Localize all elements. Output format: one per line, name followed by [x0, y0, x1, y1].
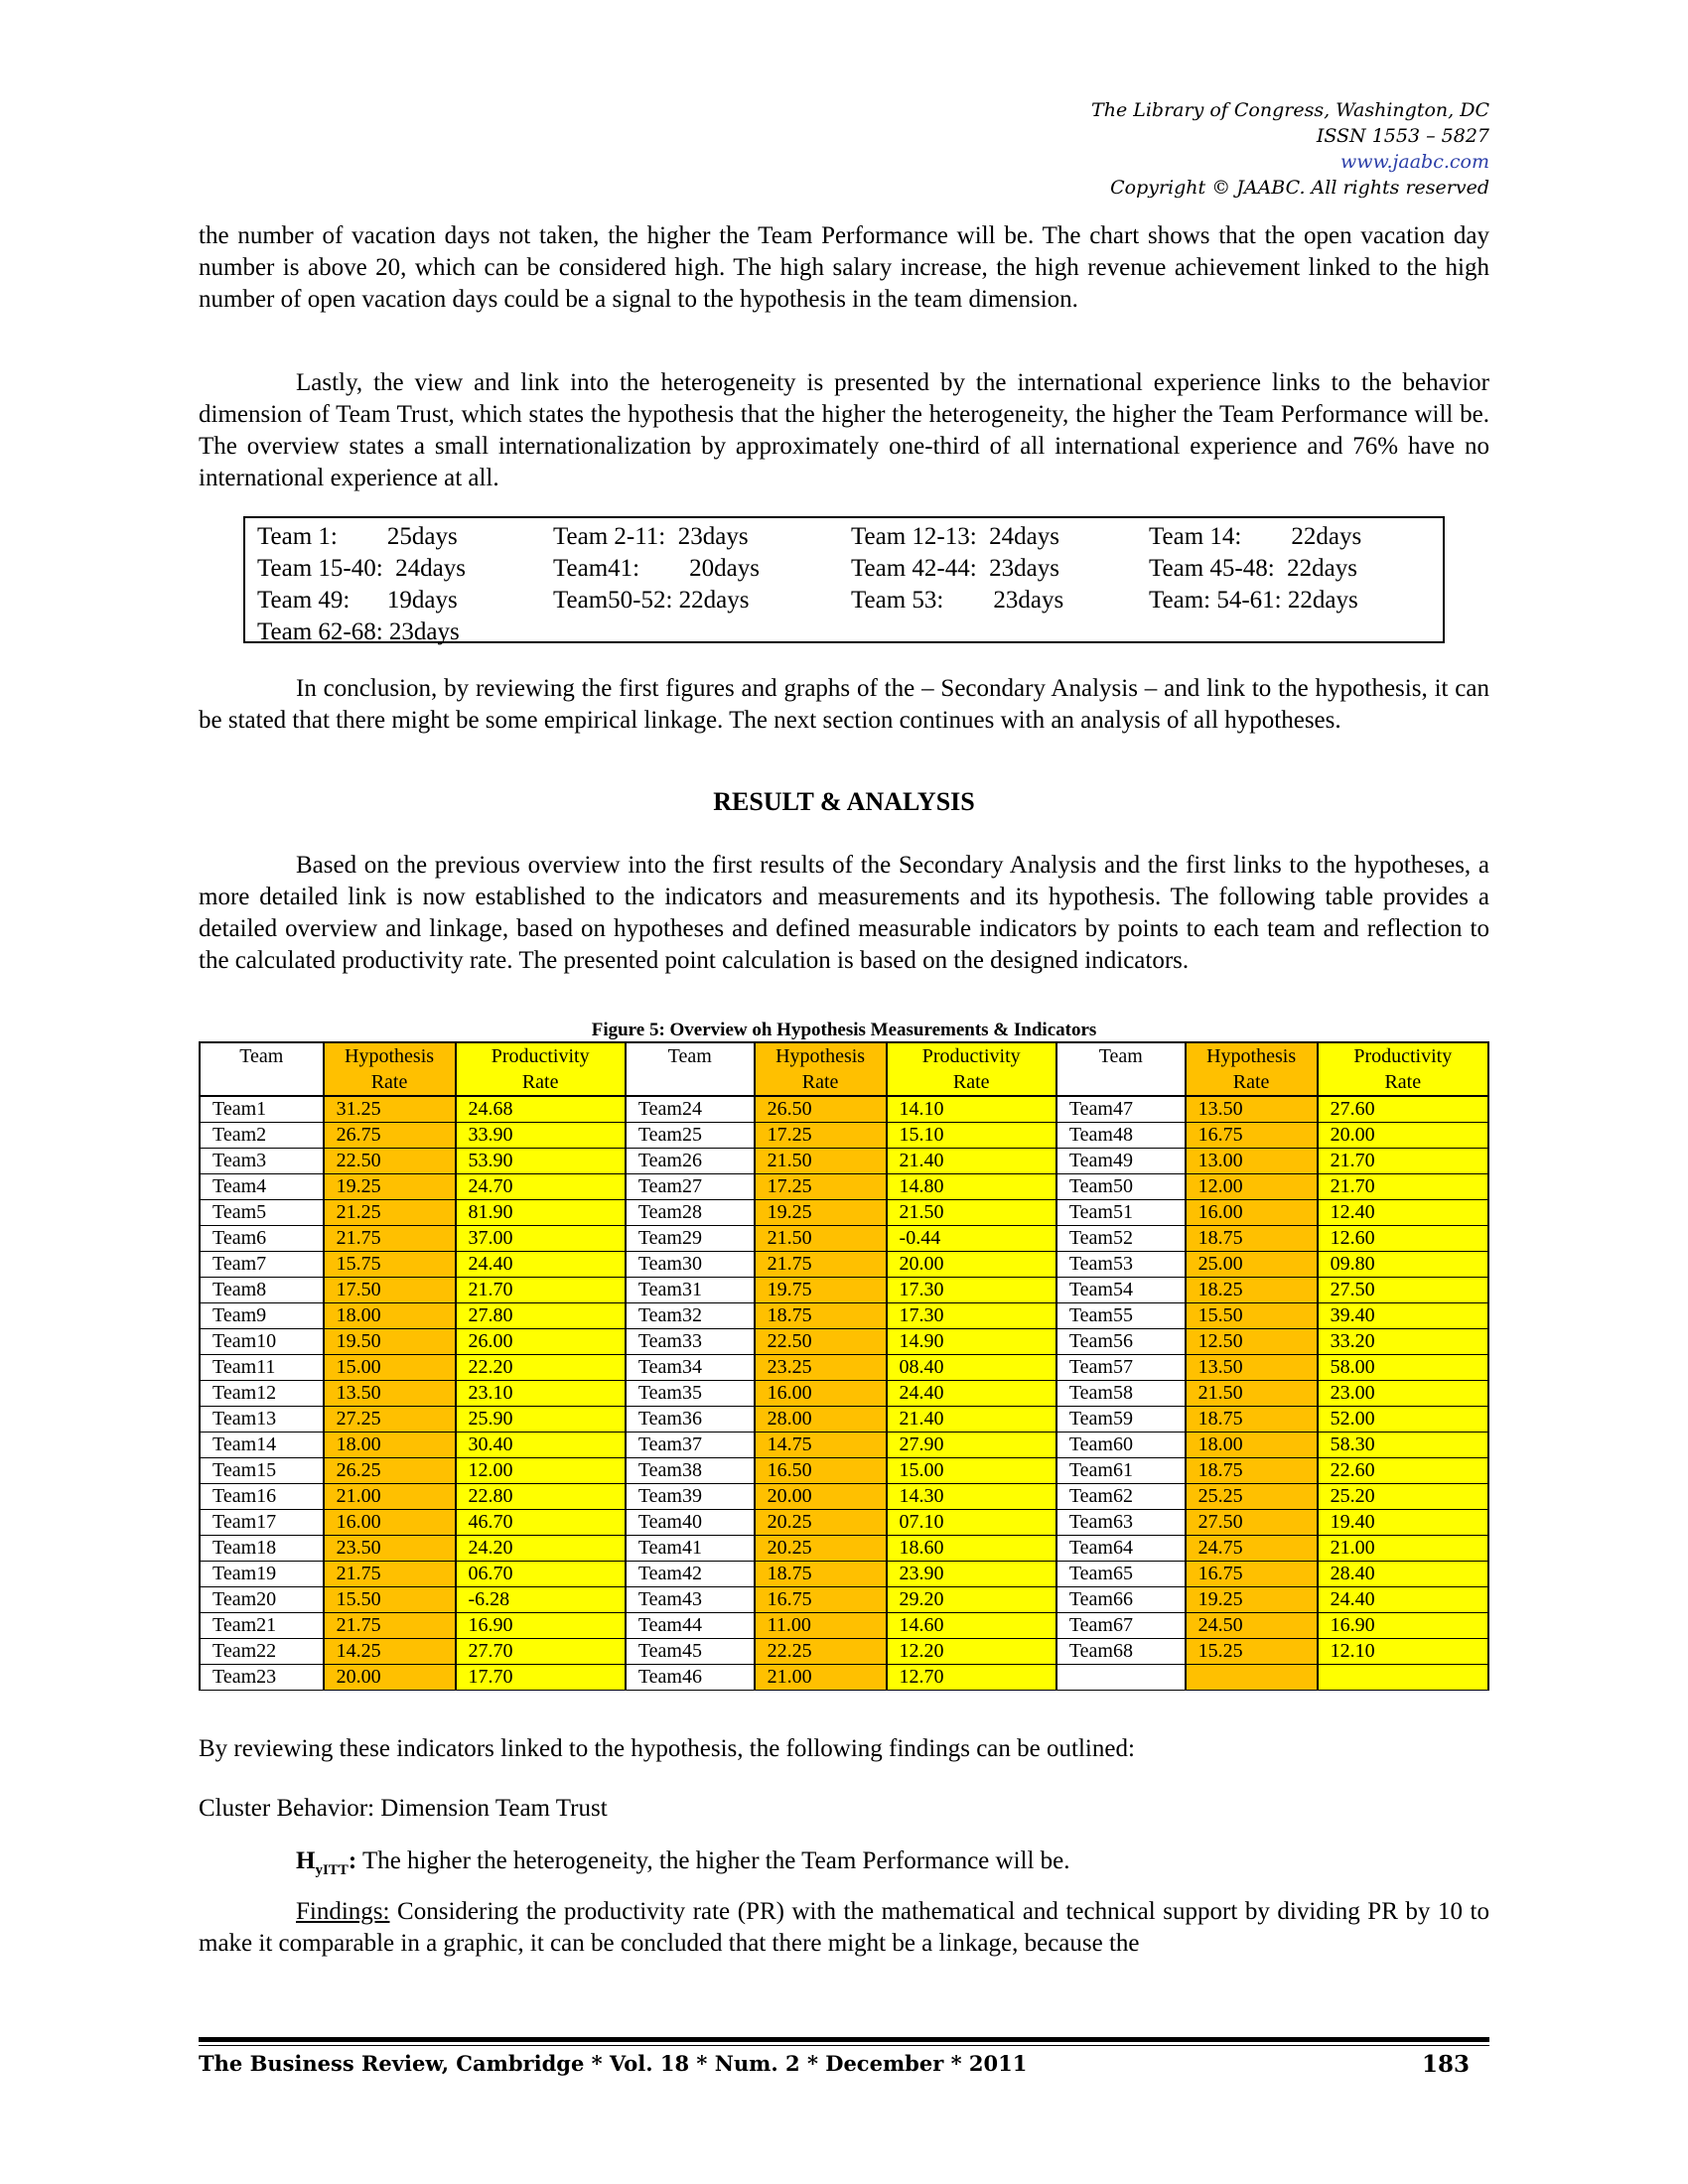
productivity-rate-cell: 16.90	[456, 1613, 626, 1639]
productivity-rate-cell: 21.70	[1318, 1174, 1488, 1200]
team-name-cell: Team56	[1056, 1329, 1186, 1355]
team-name-cell: Team14	[200, 1433, 324, 1458]
hypothesis-rate-cell: 17.25	[755, 1123, 887, 1149]
hypothesis-rate-cell: 13.50	[1186, 1355, 1318, 1381]
hypothesis-rate-cell: 16.50	[755, 1458, 887, 1484]
header-website-link[interactable]: www.jaabc.com	[1339, 151, 1489, 173]
team-name-cell: Team33	[626, 1329, 755, 1355]
productivity-rate-cell: 27.60	[1318, 1096, 1488, 1123]
table-row	[200, 1665, 1488, 1691]
header-productivity-rate: Productivity Rate	[1318, 1042, 1488, 1096]
hypothesis-rate-cell: 11.00	[755, 1613, 887, 1639]
table-row	[200, 1562, 1488, 1587]
vacation-days-cell: Team 12-13: 24days	[851, 523, 1060, 550]
hypothesis-rate-cell: 21.75	[324, 1613, 456, 1639]
productivity-rate-cell: 27.90	[887, 1433, 1056, 1458]
team-name-cell: Team25	[626, 1123, 755, 1149]
vacation-days-row	[245, 521, 1443, 553]
hypothesis-rate-cell: 18.75	[1186, 1407, 1318, 1433]
header-team: Team	[200, 1042, 324, 1096]
hypothesis-measurements-table	[199, 1041, 1489, 1691]
productivity-rate-cell: 21.00	[1318, 1536, 1488, 1562]
team-name-cell: Team48	[1056, 1123, 1186, 1149]
team-name-cell: Team52	[1056, 1226, 1186, 1252]
hypothesis-rate-cell: 20.25	[755, 1510, 887, 1536]
productivity-rate-cell	[1318, 1665, 1488, 1691]
header-productivity-rate: Productivity Rate	[456, 1042, 626, 1096]
productivity-rate-cell: 33.90	[456, 1123, 626, 1149]
paragraph-heterogeneity: Lastly, the view and link into the heterogeneity is presented by the international experience links to the behavior dimension of Team Trust, which states the hypothesis that the higher the heterogeneity, the higher the Team Performance will be. The overview states a small internationalization by approximately one-third of all international experience and 76% have no international experience at all.	[199, 369, 1489, 491]
team-name-cell: Team26	[626, 1149, 755, 1174]
vacation-days-cell: Team41: 20days	[553, 555, 760, 582]
vacation-days-cell: Team 2-11: 23days	[553, 523, 749, 550]
productivity-rate-cell: 15.00	[887, 1458, 1056, 1484]
productivity-rate-cell: 21.40	[887, 1407, 1056, 1433]
team-name-cell: Team31	[626, 1278, 755, 1303]
table-row	[200, 1123, 1488, 1149]
team-name-cell: Team64	[1056, 1536, 1186, 1562]
team-name-cell: Team39	[626, 1484, 755, 1510]
findings-label: Findings:	[296, 1898, 390, 1925]
header-team: Team	[626, 1042, 755, 1096]
vacation-days-cell: Team 15-40: 24days	[257, 555, 467, 582]
hypothesis-rate-cell: 21.00	[324, 1484, 456, 1510]
team-name-cell: Team58	[1056, 1381, 1186, 1407]
hypothesis-rate-cell: 22.25	[755, 1639, 887, 1665]
productivity-rate-cell: 18.60	[887, 1536, 1056, 1562]
vacation-days-cell: Team 42-44: 23days	[851, 555, 1060, 582]
productivity-rate-cell: 39.40	[1318, 1303, 1488, 1329]
team-name-cell: Team22	[200, 1639, 324, 1665]
productivity-rate-cell: -6.28	[456, 1587, 626, 1613]
team-name-cell: Team20	[200, 1587, 324, 1613]
team-name-cell: Team17	[200, 1510, 324, 1536]
hypothesis-rate-cell: 13.50	[324, 1381, 456, 1407]
team-name-cell: Team24	[626, 1096, 755, 1123]
hypothesis-symbol: $H_{yITT}$:	[296, 1847, 357, 1878]
productivity-rate-cell: 15.10	[887, 1123, 1056, 1149]
hypothesis-rate-cell: 22.50	[324, 1149, 456, 1174]
productivity-rate-cell: 28.40	[1318, 1562, 1488, 1587]
team-name-cell: Team10	[200, 1329, 324, 1355]
table-row	[200, 1174, 1488, 1200]
table-row	[200, 1329, 1488, 1355]
team-name-cell: Team29	[626, 1226, 755, 1252]
productivity-rate-cell: 22.20	[456, 1355, 626, 1381]
team-name-cell: Team65	[1056, 1562, 1186, 1587]
team-name-cell: Team43	[626, 1587, 755, 1613]
productivity-rate-cell: 27.50	[1318, 1278, 1488, 1303]
hypothesis-rate-cell: 14.75	[755, 1433, 887, 1458]
hypothesis-rate-cell: 12.50	[1186, 1329, 1318, 1355]
productivity-rate-cell: 27.80	[456, 1303, 626, 1329]
hypothesis-rate-cell: 21.50	[1186, 1381, 1318, 1407]
productivity-rate-cell: 25.20	[1318, 1484, 1488, 1510]
vacation-days-row	[245, 585, 1443, 616]
hypothesis-rate-cell: 24.75	[1186, 1536, 1318, 1562]
header-productivity-rate: Productivity Rate	[887, 1042, 1056, 1096]
hypothesis-rate-cell: 27.25	[324, 1407, 456, 1433]
team-name-cell: Team62	[1056, 1484, 1186, 1510]
hypothesis-rate-cell: 17.50	[324, 1278, 456, 1303]
productivity-rate-cell: 21.50	[887, 1200, 1056, 1226]
productivity-rate-cell: 16.90	[1318, 1613, 1488, 1639]
productivity-rate-cell: 81.90	[456, 1200, 626, 1226]
team-name-cell: Team55	[1056, 1303, 1186, 1329]
hypothesis-rate-cell: 25.25	[1186, 1484, 1318, 1510]
hypothesis-rate-cell: 19.25	[1186, 1587, 1318, 1613]
team-name-cell: Team40	[626, 1510, 755, 1536]
team-name-cell: Team34	[626, 1355, 755, 1381]
paragraph-result-analysis: Based on the previous overview into the first results of the Secondary Analysis and the first links to the hypotheses, a more detailed link is now established to the indicators and measurements and its hypothesis. The following table provides a detailed overview and linkage, based on hypotheses and defined measurable indicators by points to each team and reflection to the calculated productivity rate. The presented point calculation is based on the designed indicators.	[199, 852, 1489, 974]
section-heading: RESULT & ANALYSIS	[713, 787, 975, 816]
team-name-cell: Team12	[200, 1381, 324, 1407]
team-name-cell: Team6	[200, 1226, 324, 1252]
table-row	[200, 1226, 1488, 1252]
header-copyright: Copyright © JAABC. All rights reserved	[1110, 177, 1489, 199]
hypothesis-rate-cell: 14.25	[324, 1639, 456, 1665]
productivity-rate-cell: 08.40	[887, 1355, 1056, 1381]
hypothesis-rate-cell: 21.50	[755, 1226, 887, 1252]
hypothesis-rate-cell: 18.00	[1186, 1433, 1318, 1458]
hypothesis-rate-cell: 23.50	[324, 1536, 456, 1562]
productivity-rate-cell: 24.40	[887, 1381, 1056, 1407]
hypothesis-rate-cell: 16.75	[1186, 1562, 1318, 1587]
hypothesis-rate-cell: 21.00	[755, 1665, 887, 1691]
productivity-rate-cell: 46.70	[456, 1510, 626, 1536]
team-name-cell: Team42	[626, 1562, 755, 1587]
table-row	[200, 1613, 1488, 1639]
hypothesis-statement	[199, 1845, 1489, 1886]
running-header	[1091, 97, 1489, 201]
team-name-cell: Team67	[1056, 1613, 1186, 1639]
productivity-rate-cell: 29.20	[887, 1587, 1056, 1613]
vacation-days-cell: Team 49: 19days	[257, 587, 458, 614]
hypothesis-rate-cell: 15.00	[324, 1355, 456, 1381]
productivity-rate-cell: 30.40	[456, 1433, 626, 1458]
hypothesis-rate-cell: 20.25	[755, 1536, 887, 1562]
table-row	[200, 1407, 1488, 1433]
vacation-days-cell: Team 62-68: 23days	[257, 618, 460, 645]
productivity-rate-cell: 12.60	[1318, 1226, 1488, 1252]
productivity-rate-cell: 12.70	[887, 1665, 1056, 1691]
vacation-days-cell: Team 45-48: 22days	[1149, 555, 1358, 582]
productivity-rate-cell: 09.80	[1318, 1252, 1488, 1278]
table-row	[200, 1639, 1488, 1665]
team-name-cell: Team2	[200, 1123, 324, 1149]
hypothesis-rate-cell: 25.00	[1186, 1252, 1318, 1278]
hypothesis-rate-cell: 16.75	[1186, 1123, 1318, 1149]
hypothesis-rate-cell: 18.75	[1186, 1226, 1318, 1252]
team-name-cell: Team51	[1056, 1200, 1186, 1226]
team-name-cell: Team44	[626, 1613, 755, 1639]
hypothesis-rate-cell: 21.25	[324, 1200, 456, 1226]
team-name-cell: Team36	[626, 1407, 755, 1433]
hypothesis-rate-cell	[1186, 1665, 1318, 1691]
page-number: 183	[1421, 2051, 1470, 2078]
productivity-rate-cell: 24.40	[456, 1252, 626, 1278]
hypothesis-rate-cell: 21.50	[755, 1149, 887, 1174]
productivity-rate-cell: 21.40	[887, 1149, 1056, 1174]
header-hypothesis-rate: Hypothesis Rate	[755, 1042, 887, 1096]
team-name-cell: Team59	[1056, 1407, 1186, 1433]
hypothesis-rate-cell: 19.25	[755, 1200, 887, 1226]
team-name-cell: Team35	[626, 1381, 755, 1407]
productivity-rate-cell: 37.00	[456, 1226, 626, 1252]
productivity-rate-cell: 14.10	[887, 1096, 1056, 1123]
productivity-rate-cell: 58.00	[1318, 1355, 1488, 1381]
figure-caption: Figure 5: Overview oh Hypothesis Measurements & Indicators	[591, 1020, 1097, 1040]
team-name-cell: Team8	[200, 1278, 324, 1303]
team-name-cell: Team16	[200, 1484, 324, 1510]
team-name-cell: Team11	[200, 1355, 324, 1381]
table-body	[200, 1096, 1488, 1691]
team-name-cell: Team38	[626, 1458, 755, 1484]
hypothesis-rate-cell: 21.75	[324, 1226, 456, 1252]
team-name-cell: Team21	[200, 1613, 324, 1639]
vacation-days-row	[245, 616, 1443, 648]
hypothesis-rate-cell: 20.00	[324, 1665, 456, 1691]
hypothesis-rate-cell: 19.50	[324, 1329, 456, 1355]
productivity-rate-cell: 21.70	[1318, 1149, 1488, 1174]
productivity-rate-cell: 17.30	[887, 1278, 1056, 1303]
hypothesis-rate-cell: 16.00	[1186, 1200, 1318, 1226]
footer-rule-thin	[199, 2045, 1489, 2046]
team-name-cell: Team66	[1056, 1587, 1186, 1613]
header-issn: ISSN 1553 – 5827	[1316, 125, 1489, 147]
team-name-cell: Team4	[200, 1174, 324, 1200]
hypothesis-rate-cell: 18.75	[755, 1303, 887, 1329]
cluster-heading: Cluster Behavior: Dimension Team Trust	[199, 1795, 608, 1822]
team-name-cell: Team1	[200, 1096, 324, 1123]
team-name-cell: Team19	[200, 1562, 324, 1587]
hypothesis-rate-cell: 19.25	[324, 1174, 456, 1200]
team-name-cell: Team7	[200, 1252, 324, 1278]
team-name-cell: Team60	[1056, 1433, 1186, 1458]
team-name-cell: Team61	[1056, 1458, 1186, 1484]
hypothesis-rate-cell: 16.00	[324, 1510, 456, 1536]
team-name-cell: Team15	[200, 1458, 324, 1484]
hypothesis-rate-cell: 21.75	[755, 1252, 887, 1278]
team-name-cell: Team68	[1056, 1639, 1186, 1665]
hypothesis-rate-cell: 13.00	[1186, 1149, 1318, 1174]
team-name-cell: Team57	[1056, 1355, 1186, 1381]
productivity-rate-cell: 27.70	[456, 1639, 626, 1665]
header-hypothesis-rate: Hypothesis Rate	[1186, 1042, 1318, 1096]
hypothesis-rate-cell: 16.75	[755, 1587, 887, 1613]
vacation-days-row	[245, 553, 1443, 585]
productivity-rate-cell: 14.90	[887, 1329, 1056, 1355]
footer-journal: The Business Review, Cambridge * Vol. 18 * Num. 2 * December * 2011	[199, 2051, 1028, 2076]
table-row	[200, 1536, 1488, 1562]
productivity-rate-cell: 06.70	[456, 1562, 626, 1587]
hypothesis-rate-cell: 28.00	[755, 1407, 887, 1433]
hypothesis-rate-cell: 18.75	[1186, 1458, 1318, 1484]
productivity-rate-cell: 17.30	[887, 1303, 1056, 1329]
team-name-cell: Team18	[200, 1536, 324, 1562]
header-hypothesis-rate: Hypothesis Rate	[324, 1042, 456, 1096]
productivity-rate-cell: 24.68	[456, 1096, 626, 1123]
productivity-rate-cell: 14.80	[887, 1174, 1056, 1200]
running-footer	[199, 2051, 1470, 2076]
header-team: Team	[1056, 1042, 1186, 1096]
productivity-rate-cell: 24.40	[1318, 1587, 1488, 1613]
productivity-rate-cell: 17.70	[456, 1665, 626, 1691]
team-name-cell: Team28	[626, 1200, 755, 1226]
productivity-rate-cell: 07.10	[887, 1510, 1056, 1536]
hypothesis-rate-cell: 16.00	[755, 1381, 887, 1407]
vacation-days-cell: Team: 54-61: 22days	[1149, 587, 1358, 614]
table-row	[200, 1355, 1488, 1381]
table-row	[200, 1381, 1488, 1407]
vacation-days-cell: Team 53: 23days	[851, 587, 1064, 614]
hypothesis-rate-cell: 19.75	[755, 1278, 887, 1303]
hypothesis-rate-cell: 18.00	[324, 1303, 456, 1329]
team-name-cell: Team46	[626, 1665, 755, 1691]
productivity-rate-cell: 12.10	[1318, 1639, 1488, 1665]
team-name-cell: Team3	[200, 1149, 324, 1174]
table-row	[200, 1433, 1488, 1458]
table-row	[200, 1096, 1488, 1123]
table-row	[200, 1510, 1488, 1536]
hypothesis-rate-cell: 26.25	[324, 1458, 456, 1484]
footer-rule-thick	[199, 2037, 1489, 2042]
productivity-rate-cell: 22.60	[1318, 1458, 1488, 1484]
productivity-rate-cell: -0.44	[887, 1226, 1056, 1252]
team-name-cell: Team5	[200, 1200, 324, 1226]
hypothesis-rate-cell: 24.50	[1186, 1613, 1318, 1639]
hypothesis-rate-cell: 15.75	[324, 1252, 456, 1278]
vacation-days-cell: Team 1: 25days	[257, 523, 458, 550]
vacation-days-cell: Team50-52: 22days	[553, 587, 750, 614]
hypothesis-rate-cell: 12.00	[1186, 1174, 1318, 1200]
hypothesis-rate-cell: 21.75	[324, 1562, 456, 1587]
productivity-rate-cell: 19.40	[1318, 1510, 1488, 1536]
team-name-cell: Team37	[626, 1433, 755, 1458]
productivity-rate-cell: 20.00	[887, 1252, 1056, 1278]
productivity-rate-cell: 23.00	[1318, 1381, 1488, 1407]
productivity-rate-cell: 12.20	[887, 1639, 1056, 1665]
productivity-rate-cell: 14.30	[887, 1484, 1056, 1510]
productivity-rate-cell: 26.00	[456, 1329, 626, 1355]
hypothesis-text: The higher the heterogeneity, the higher the Team Performance will be.	[356, 1847, 1070, 1874]
team-name-cell: Team50	[1056, 1174, 1186, 1200]
hypothesis-rate-cell: 18.00	[324, 1433, 456, 1458]
hypothesis-rate-cell: 15.50	[1186, 1303, 1318, 1329]
vacation-days-box	[243, 516, 1445, 643]
productivity-rate-cell: 22.80	[456, 1484, 626, 1510]
paragraph-vacation-days: the number of vacation days not taken, the higher the Team Performance will be. The chart shows that the open vacation day number is above 20, which can be considered high. The high salary increase, the high revenue achievement linked to the high number of open vacation days could be a signal to the hypothesis in the team dimension.	[199, 222, 1489, 313]
productivity-rate-cell: 25.90	[456, 1407, 626, 1433]
hypothesis-rate-cell: 26.75	[324, 1123, 456, 1149]
table-row	[200, 1303, 1488, 1329]
paragraph-findings-intro: By reviewing these indicators linked to the hypothesis, the following findings can be outlined:	[199, 1735, 1135, 1762]
team-name-cell: Team9	[200, 1303, 324, 1329]
table-row	[200, 1587, 1488, 1613]
productivity-rate-cell: 53.90	[456, 1149, 626, 1174]
table-row	[200, 1278, 1488, 1303]
table-row	[200, 1252, 1488, 1278]
productivity-rate-cell: 21.70	[456, 1278, 626, 1303]
productivity-rate-cell: 23.10	[456, 1381, 626, 1407]
table-row	[200, 1458, 1488, 1484]
hypothesis-rate-cell: 23.25	[755, 1355, 887, 1381]
hypothesis-rate-cell: 18.75	[755, 1562, 887, 1587]
table-row	[200, 1484, 1488, 1510]
hypothesis-rate-cell: 18.25	[1186, 1278, 1318, 1303]
hypothesis-rate-cell: 20.00	[755, 1484, 887, 1510]
team-name-cell: Team53	[1056, 1252, 1186, 1278]
team-name-cell: Team49	[1056, 1149, 1186, 1174]
table-row	[200, 1149, 1488, 1174]
productivity-rate-cell: 24.70	[456, 1174, 626, 1200]
team-name-cell: Team47	[1056, 1096, 1186, 1123]
productivity-rate-cell: 24.20	[456, 1536, 626, 1562]
team-name-cell: Team45	[626, 1639, 755, 1665]
productivity-rate-cell: 52.00	[1318, 1407, 1488, 1433]
productivity-rate-cell: 12.40	[1318, 1200, 1488, 1226]
paragraph-findings	[199, 1896, 1489, 1960]
hypothesis-rate-cell: 15.50	[324, 1587, 456, 1613]
productivity-rate-cell: 33.20	[1318, 1329, 1488, 1355]
hypothesis-rate-cell: 13.50	[1186, 1096, 1318, 1123]
table-row	[200, 1200, 1488, 1226]
team-name-cell: Team27	[626, 1174, 755, 1200]
findings-text: Considering the productivity rate (PR) with the mathematical and technical support by dividing PR by 10 to make it comparable in a graphic, it can be concluded that there might be a linkage, because the	[199, 1898, 1489, 1957]
team-name-cell	[1056, 1665, 1186, 1691]
team-name-cell: Team30	[626, 1252, 755, 1278]
team-name-cell: Team13	[200, 1407, 324, 1433]
hypothesis-rate-cell: 26.50	[755, 1096, 887, 1123]
team-name-cell: Team63	[1056, 1510, 1186, 1536]
productivity-rate-cell: 58.30	[1318, 1433, 1488, 1458]
productivity-rate-cell: 12.00	[456, 1458, 626, 1484]
team-name-cell: Team41	[626, 1536, 755, 1562]
productivity-rate-cell: 20.00	[1318, 1123, 1488, 1149]
team-name-cell: Team32	[626, 1303, 755, 1329]
vacation-days-cell: Team 14: 22days	[1149, 523, 1362, 550]
team-name-cell: Team23	[200, 1665, 324, 1691]
hypothesis-rate-cell: 22.50	[755, 1329, 887, 1355]
hypothesis-rate-cell: 31.25	[324, 1096, 456, 1123]
productivity-rate-cell: 14.60	[887, 1613, 1056, 1639]
table-header-row	[200, 1042, 1488, 1096]
hypothesis-rate-cell: 27.50	[1186, 1510, 1318, 1536]
header-library: The Library of Congress, Washington, DC	[1091, 99, 1489, 121]
paragraph-conclusion: In conclusion, by reviewing the first figures and graphs of the – Secondary Analysis – and link to the hypothesis, it can be stated that there might be some empirical linkage. The next section continues with an analysis of all hypotheses.	[199, 675, 1489, 734]
team-name-cell: Team54	[1056, 1278, 1186, 1303]
hypothesis-rate-cell: 15.25	[1186, 1639, 1318, 1665]
hypothesis-rate-cell: 17.25	[755, 1174, 887, 1200]
productivity-rate-cell: 23.90	[887, 1562, 1056, 1587]
